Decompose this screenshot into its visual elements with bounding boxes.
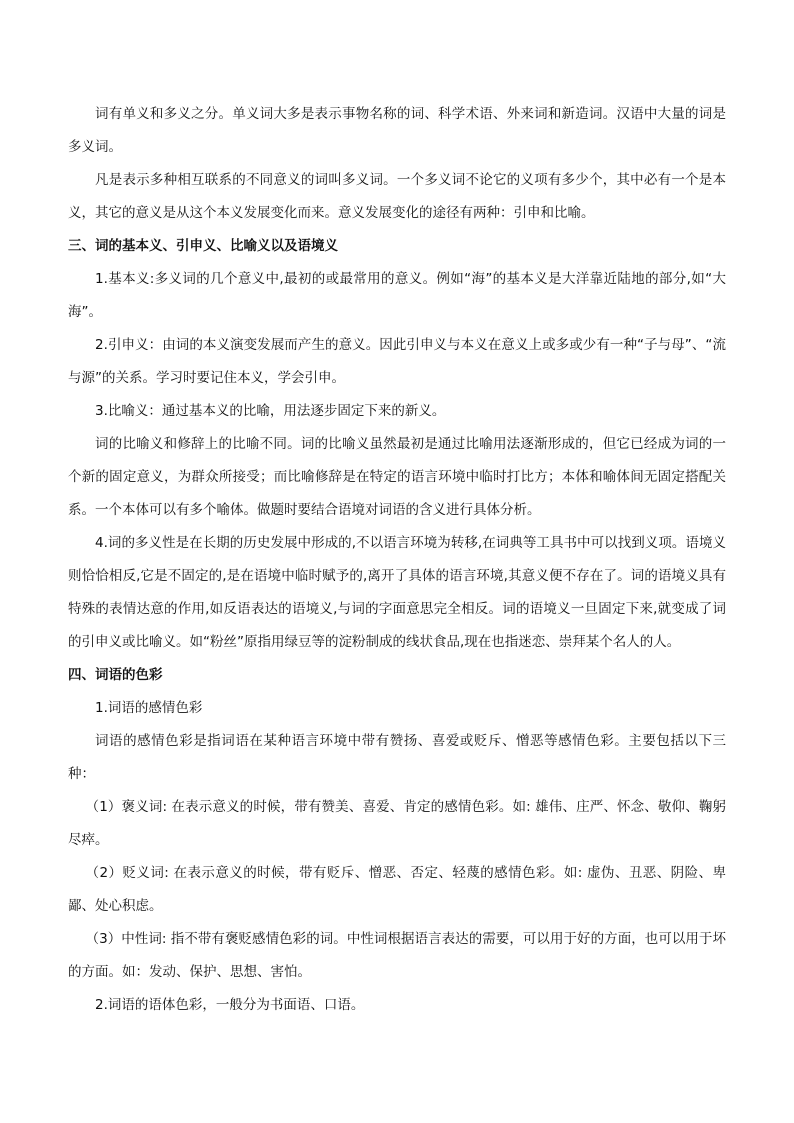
paragraph-contextual-meaning: 4.词的多义性是在长期的历史发展中形成的,不以语言环境为转移,在词典等工具书中可以找到义项。语境义则恰恰相反,它是不固定的,是在语境中临时赋予的,离开了具体的语言环境,其意义便不存在了。词的语境义具有特殊的表情达意的作用,如反语表达的语境义,与词的字面意思完全相反。词的语境义一旦固定下来,就变成了词的引申义或比喻义。如“粉丝”原指用绿豆等的淀粉制成的线状食品,现在也指迷恋、崇拜某个名人的人。	[68, 535, 726, 650]
paragraph-metaphorical-meaning: 3.比喻义：通过基本义的比喻，用法逐步固定下来的新义。	[95, 403, 446, 419]
section-heading-3: 三、词的基本义、引申义、比喻义以及语境义	[68, 238, 338, 254]
subheading-stylistic-color: 2.词语的语体色彩，一般分为书面语、口语。	[95, 997, 365, 1013]
list-item-derogatory: （2）贬义词: 在表示意义的时候，带有贬斥、憎恶、否定、轻蔑的感情色彩。如: 虚伪、丑恶、阴险、卑鄙、处心积虑。	[68, 865, 726, 914]
section-heading-4: 四、词语的色彩	[68, 667, 163, 683]
paragraph-metaphor-vs-rhetoric: 词的比喻义和修辞上的比喻不同。词的比喻义虽然最初是通过比喻用法逐渐形成的，但它已经成为词的一个新的固定意义，为群众所接受；而比喻修辞是在特定的语言环境中临时打比方；本体和喻体间无固定搭配关系。一个本体可以有多个喻体。做题时要结合语境对词语的含义进行具体分析。	[68, 436, 726, 518]
paragraph-basic-meaning: 1.基本义:多义词的几个意义中,最初的或最常用的意义。例如“海”的基本义是大洋靠近陆地的部分,如“大海”。	[68, 271, 726, 320]
list-item-neutral: （3）中性词: 指不带有褒贬感情色彩的词。中性词根据语言表达的需要，可以用于好的方面，也可以用于坏的方面。如：发动、保护、思想、害怕。	[68, 931, 726, 980]
list-item-commendatory: （1）褒义词: 在表示意义的时候，带有赞美、喜爱、肯定的感情色彩。如: 雄伟、庄严、怀念、敬仰、鞠躬尽瘁。	[68, 799, 726, 848]
document-page	[68, 98, 726, 1022]
subheading-emotional-color: 1.词语的感情色彩	[95, 700, 203, 716]
paragraph-extended-meaning: 2.引申义：由词的本义演变发展而产生的意义。因此引申义与本义在意义上或多或少有一种“子与母”、“流与源”的关系。学习时要记住本义，学会引申。	[68, 337, 726, 386]
paragraph-polysemy-definition: 凡是表示多种相互联系的不同意义的词叫多义词。一个多义词不论它的义项有多少个，其中必有一个是本义，其它的意义是从这个本义发展变化而来。意义发展变化的途径有两种：引申和比喻。	[68, 172, 726, 221]
paragraph-polysemy-intro: 词有单义和多义之分。单义词大多是表示事物名称的词、科学术语、外来词和新造词。汉语中大量的词是多义词。	[68, 106, 726, 155]
paragraph-emotional-color: 词语的感情色彩是指词语在某种语言环境中带有赞扬、喜爱或贬斥、憎恶等感情色彩。主要包括以下三种：	[68, 733, 726, 782]
